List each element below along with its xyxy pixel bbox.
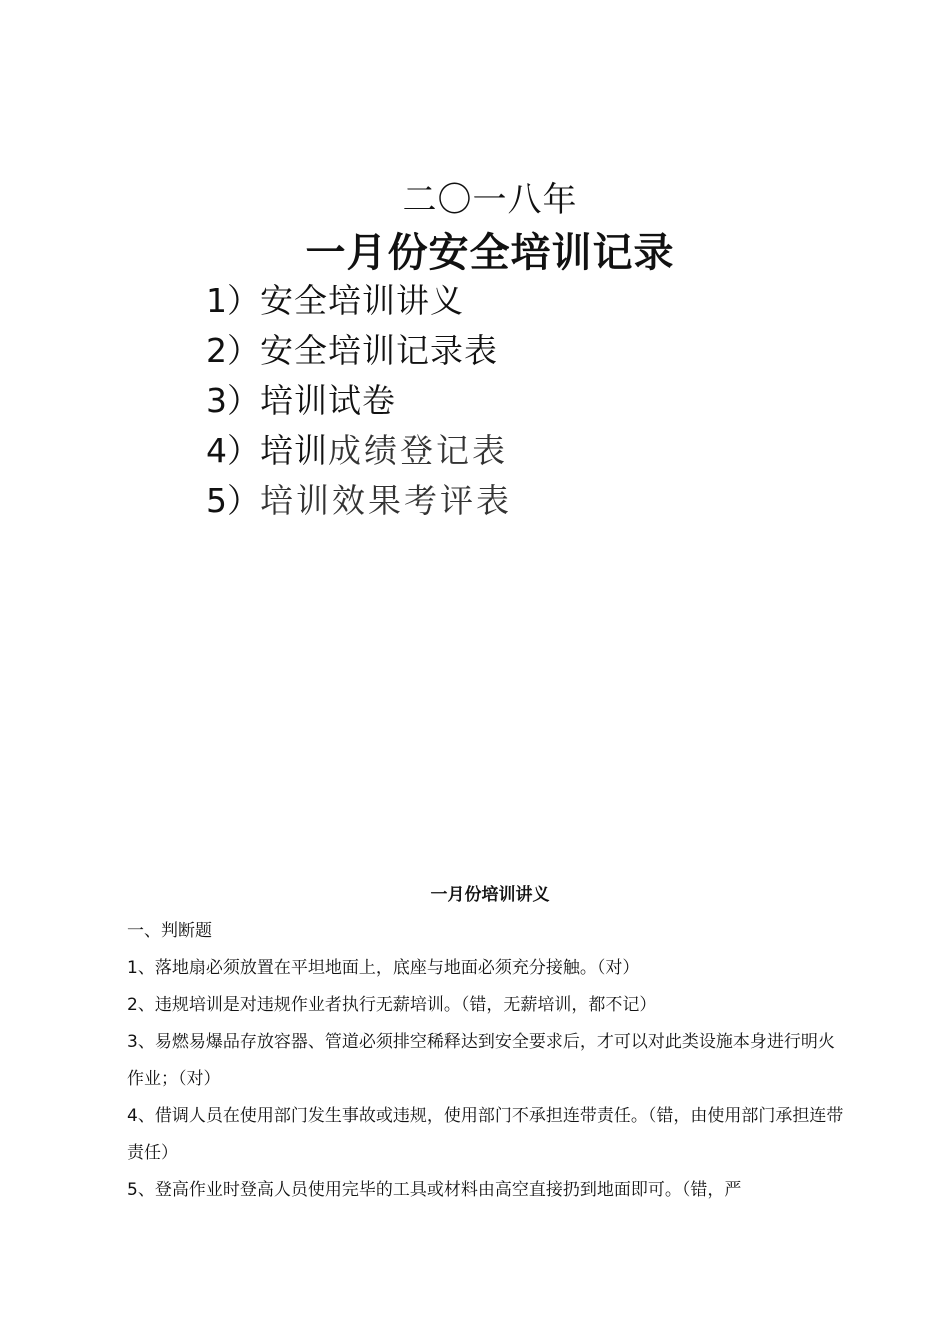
lecture-body: [127, 913, 849, 1209]
lecture-title: 一月份培训讲义: [430, 885, 550, 905]
toc-number: 5）: [206, 481, 260, 520]
question-item-5: 5、登高作业时登高人员使用完毕的工具或材料由高空直接扔到地面即可。（错，严: [127, 1180, 742, 1200]
toc-text-strong: 培训: [260, 431, 328, 470]
toc-text-soft: 成绩登记表: [328, 431, 508, 470]
toc-item-3: [206, 376, 512, 426]
toc-number: 2）: [206, 331, 260, 370]
question-item-2: 2、违规培训是对违规作业者执行无薪培训。（错，无薪培训，都不记）: [127, 995, 657, 1015]
cover-title: 一月份安全培训记录: [305, 230, 675, 276]
question-item-3: 3、易燃易爆品存放容器、管道必须排空稀释达到安全要求后，才可以对此类设施本身进行明火作业；（对）: [127, 1032, 835, 1089]
toc-text: 培训效果考评表: [260, 481, 512, 520]
table-of-contents: [206, 276, 512, 526]
question-item-1: 1、落地扇必须放置在平坦地面上，底座与地面必须充分接触。（对）: [127, 958, 640, 978]
toc-item-5: [206, 476, 512, 526]
question-item-4: 4、借调人员在使用部门发生事故或违规，使用部门不承担连带责任。（错，由使用部门承担连带责任）: [127, 1106, 844, 1163]
toc-number: 4）: [206, 431, 260, 470]
toc-item-1: [206, 276, 512, 326]
toc-number: 3）: [206, 381, 260, 420]
section-heading: 一、判断题: [127, 921, 212, 941]
cover-year: 二〇一八年: [402, 180, 578, 220]
toc-text: 安全培训记录表: [260, 331, 498, 370]
toc-text: 培训试卷: [260, 381, 396, 420]
toc-text: 安全培训讲义: [260, 281, 464, 320]
toc-item-4: [206, 426, 512, 476]
toc-item-2: [206, 326, 512, 376]
toc-number: 1）: [206, 281, 260, 320]
